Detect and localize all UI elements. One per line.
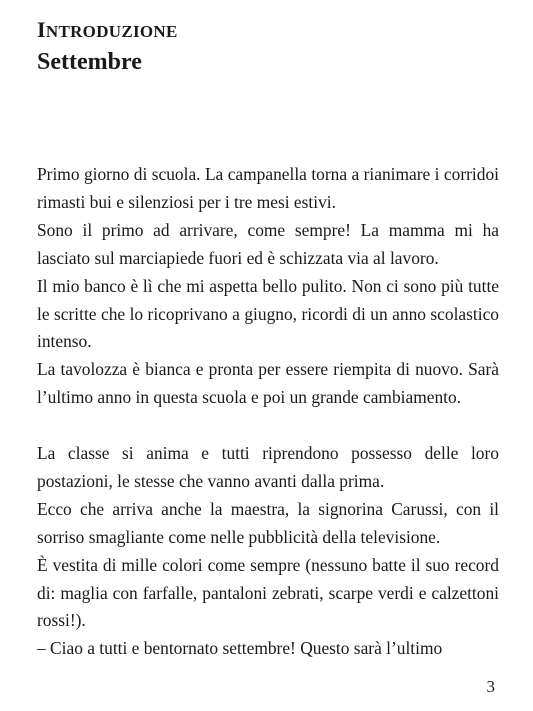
chapter-label-initial: I — [37, 17, 46, 42]
paragraph: È vestita di mille colori come sempre (nessuno batte il suo record di: maglia con farfalle, pantaloni zebrati, scarpe verdi e calzettoni rossi!). — [37, 554, 499, 631]
paragraph: Il mio banco è lì che mi aspetta bello pulito. Non ci sono più tutte le scritte che lo ricoprivano a giugno, ricordi di un anno scolastico intenso. — [37, 275, 499, 352]
paragraph: Sono il primo ad arrivare, come sempre! La mamma mi ha lasciato sul marciapiede fuori ed è schizzata via al lavoro. — [37, 219, 499, 268]
chapter-label — [37, 16, 178, 46]
paragraph: Primo giorno di scuola. La campanella torna a rianimare i corridoi rimasti bui e silenziosi per i tre mesi estivi. — [37, 164, 499, 212]
body-text — [37, 161, 499, 663]
paragraph-gap — [37, 412, 499, 440]
page-number: 3 — [486, 677, 495, 696]
paragraph: – Ciao a tutti e bentornato settembre! Questo sarà l’ultimo — [37, 638, 443, 659]
paragraph: Ecco che arriva anche la maestra, la signorina Carussi, con il sorriso smagliante come nelle pubblicità della televisione. — [37, 498, 499, 547]
paragraph: La classe si anima e tutti riprendono possesso delle loro postazioni, le stesse che vanno avanti dalla prima. — [37, 443, 499, 491]
chapter-title: Settembre — [37, 49, 142, 75]
chapter-label-rest: NTRODUZIONE — [45, 22, 178, 41]
paragraph: La tavolozza è bianca e pronta per essere riempita di nuovo. Sarà l’ultimo anno in questa scuola e poi un grande cambiamento. — [37, 359, 499, 408]
